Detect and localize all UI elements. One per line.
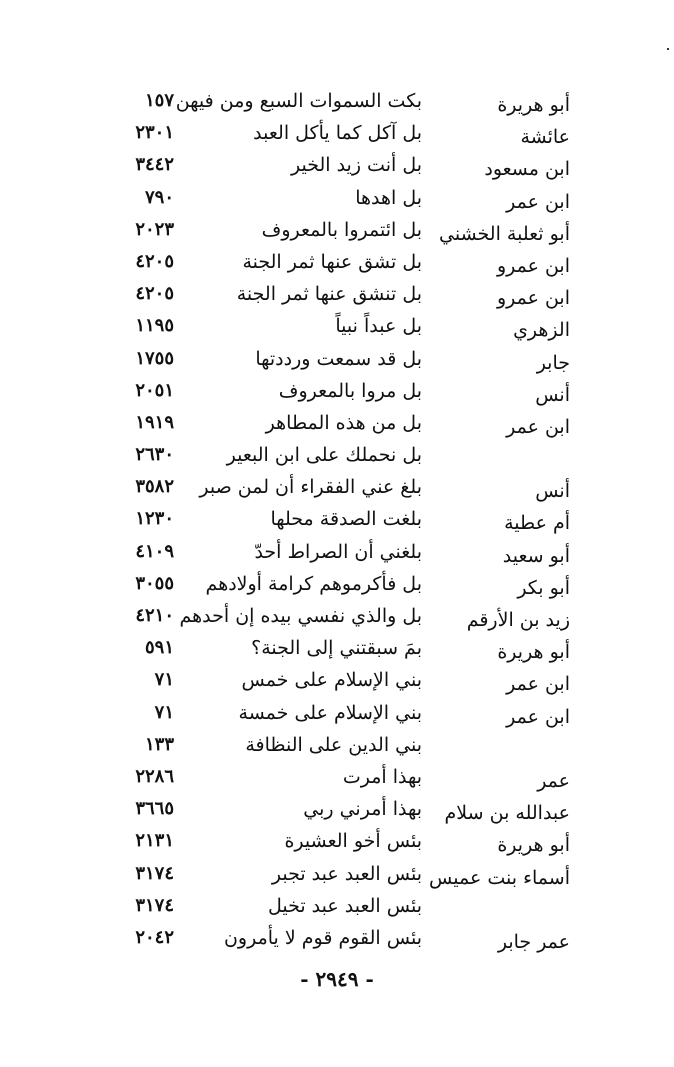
hadith-text: بئس العبد عبد تخيل: [267, 894, 422, 917]
hadith-number: ٢١٣١: [135, 830, 174, 852]
hadith-number: ٧١: [154, 669, 174, 691]
hadith-number: ١٥٧: [144, 90, 174, 111]
index-row: [0, 313, 674, 345]
hadith-text: بل فأكرموهم كرامة أولادهم: [205, 572, 422, 595]
hadith-text: بلغ عني الفقراء أن لمن صبر: [199, 476, 422, 499]
index-row: [0, 217, 674, 249]
index-row: [0, 346, 674, 378]
hadith-text: بل آكل كما يأكل العبد: [253, 122, 422, 145]
narrator-name: عمر: [537, 769, 570, 792]
hadith-text: بني الدين على النظافة: [245, 733, 422, 756]
index-row: [0, 796, 674, 828]
hadith-number: ١٣٣: [144, 733, 174, 755]
hadith-text: بل من هذه المطاهر: [265, 411, 422, 434]
narrator-name: أنس: [535, 383, 570, 406]
hadith-text: بل اهدها: [355, 186, 422, 209]
narrator-name: أبو هريرة: [497, 94, 570, 116]
narrator-name: ابن عمر: [506, 705, 570, 728]
narrator-name: أبو ثعلبة الخشني: [439, 222, 570, 245]
hadith-number: ١٩١٩: [135, 411, 174, 433]
index-row: [0, 764, 674, 796]
index-row: [0, 474, 674, 506]
narrator-name: جابر: [536, 351, 570, 374]
index-row: [0, 603, 674, 635]
index-row: [0, 410, 674, 442]
index-row: [0, 667, 674, 699]
hadith-text: بني الإسلام على خمسة: [238, 701, 422, 724]
index-row: [0, 539, 674, 571]
hadith-text: بل قد سمعت ورددتها: [255, 347, 422, 370]
narrator-name: ابن مسعود: [484, 158, 570, 181]
index-row: [0, 828, 674, 860]
index-row: [0, 152, 674, 184]
hadith-text: بئس أخو العشيرة: [284, 830, 422, 853]
index-row: [0, 893, 674, 925]
page-number: - ٢٩٤٩ -: [300, 967, 374, 991]
hadith-number: ٢٠٤٢: [135, 926, 174, 948]
narrator-name: زيد بن الأرقم: [466, 609, 570, 631]
hadith-number: ٢٦٣٠: [135, 444, 174, 466]
hadith-number: ٢٠٢٣: [135, 218, 174, 240]
narrator-name: عبدالله بن سلام: [444, 802, 570, 825]
index-row: [0, 571, 674, 603]
index-row: [0, 281, 674, 313]
hadith-text: بل أنت زيد الخير: [290, 154, 422, 177]
hadith-text: بل ائتمروا بالمعروف: [261, 218, 422, 241]
hadith-number: ٤٢٠٥: [135, 283, 174, 305]
index-row: [0, 506, 674, 538]
index-list: [0, 88, 674, 957]
narrator-name: أم عطية: [504, 512, 570, 535]
hadith-number: ٣٠٥٥: [135, 572, 174, 594]
hadith-text: بلغت الصدقة محلها: [270, 508, 422, 531]
hadith-text: بل تنشق عنها ثمر الجنة: [236, 283, 422, 306]
narrator-name: أنس: [535, 480, 570, 503]
edge-mark: [667, 48, 669, 50]
index-row: [0, 185, 674, 217]
hadith-number: ٣٤٤٢: [135, 154, 174, 176]
hadith-number: ٧١: [154, 701, 174, 723]
index-row: [0, 732, 674, 764]
index-row: [0, 378, 674, 410]
index-row: [0, 249, 674, 281]
hadith-text: بل والذي نفسي بيده إن أحدهم: [179, 605, 422, 627]
index-row: [0, 442, 674, 474]
hadith-text: بهذا أمرني ربي: [303, 798, 422, 821]
hadith-number: ١٢٣٠: [135, 508, 174, 530]
narrator-name: ابن عمر: [506, 673, 570, 696]
narrator-name: عائشة: [520, 126, 570, 149]
hadith-number: ٢٢٨٦: [135, 765, 174, 787]
narrator-name: ابن عمر: [506, 190, 570, 213]
narrator-name: الزهري: [513, 319, 570, 342]
index-row: [0, 700, 674, 732]
hadith-text: بل مروا بالمعروف: [278, 379, 422, 402]
hadith-number: ٢٠٥١: [135, 379, 174, 401]
narrator-name: ابن عمرو: [496, 287, 570, 310]
index-row: [0, 925, 674, 957]
narrator-name: عمر جابر: [497, 930, 570, 953]
narrator-name: أبو سعيد: [502, 544, 570, 567]
index-row: [0, 120, 674, 152]
hadith-number: ١٧٥٥: [135, 347, 174, 369]
hadith-number: ٣٦٦٥: [135, 798, 174, 820]
hadith-number: ٤١٠٩: [135, 540, 174, 562]
hadith-number: ٤٢١٠: [135, 605, 174, 626]
narrator-name: أبو هريرة: [497, 834, 570, 857]
narrator-name: ابن عمر: [506, 415, 570, 438]
hadith-text: بني الإسلام على خمس: [241, 669, 422, 692]
hadith-text: بل نحملك على ابن البعير: [226, 444, 422, 467]
hadith-number: ٣١٧٤: [135, 862, 174, 884]
narrator-name: أسماء بنت عميس: [429, 866, 570, 889]
index-row: [0, 88, 674, 120]
hadith-number: ٣٥٨٢: [135, 476, 174, 498]
hadith-text: بلغني أن الصراط أحدّ: [254, 540, 422, 563]
narrator-name: أبو بكر: [517, 576, 570, 599]
hadith-number: ١١٩٥: [135, 315, 174, 337]
hadith-text: بئس العبد عبد تجبر: [271, 862, 422, 885]
hadith-number: ٢٣٠١: [135, 122, 174, 144]
hadith-text: بئس القوم قوم لا يأمرون: [223, 926, 422, 949]
hadith-number: ٥٩١: [144, 637, 174, 659]
hadith-number: ٤٢٠٥: [135, 250, 174, 272]
narrator-name: ابن عمرو: [496, 254, 570, 277]
hadith-number: ٣١٧٤: [135, 894, 174, 916]
index-row: [0, 635, 674, 667]
hadith-text: بهذا أمرت: [342, 765, 422, 788]
hadith-text: بكت السموات السبع ومن فيهن: [175, 90, 422, 112]
index-row: [0, 861, 674, 893]
narrator-name: أبو هريرة: [497, 641, 570, 664]
hadith-text: بل عبداً نبياً: [335, 315, 422, 338]
hadith-text: بمَ سبقتني إلى الجنة؟: [251, 637, 422, 660]
hadith-number: ٧٩٠: [144, 186, 174, 208]
hadith-text: بل تشق عنها ثمر الجنة: [242, 250, 422, 273]
